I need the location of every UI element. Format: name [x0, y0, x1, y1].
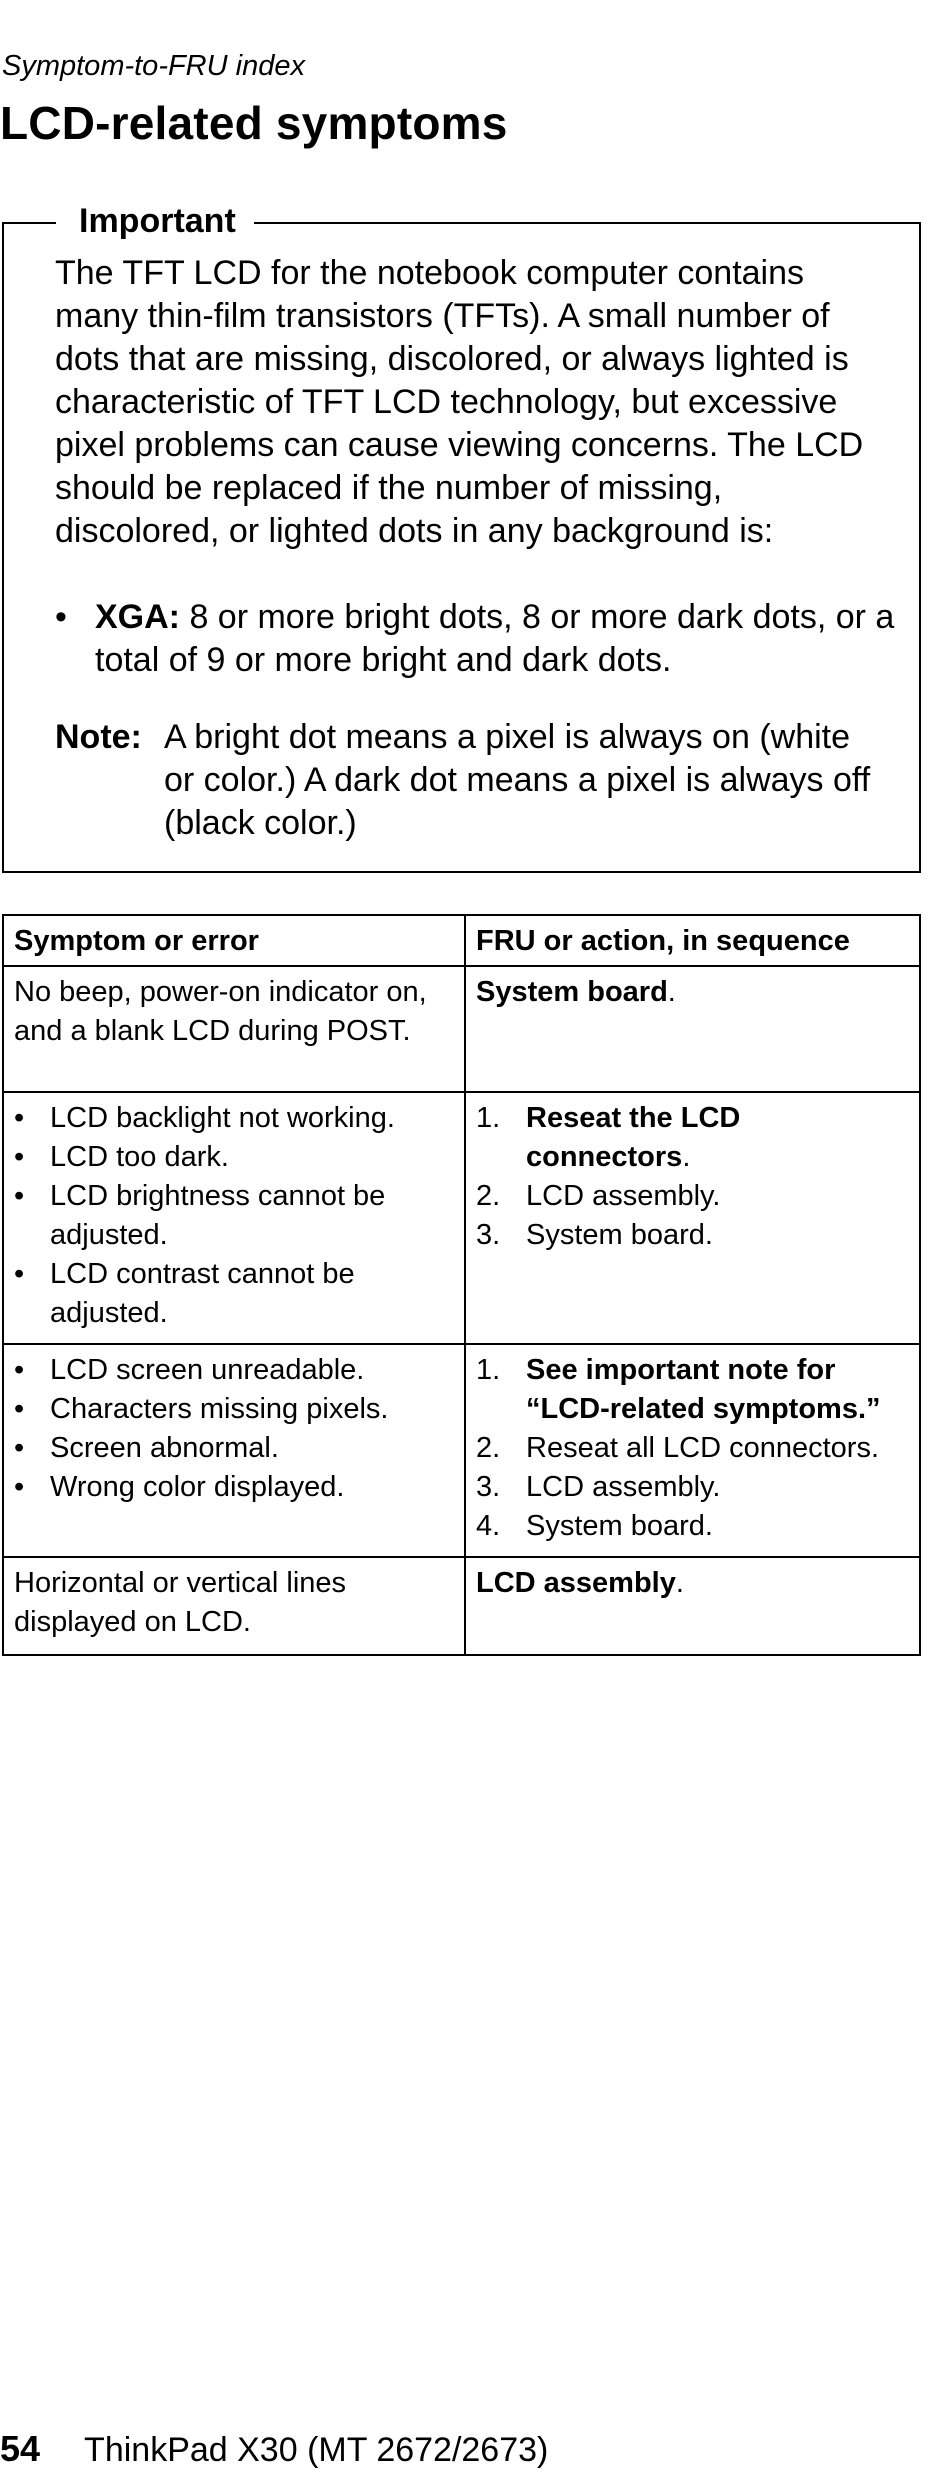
- step-text: LCD assembly.: [526, 1180, 721, 1212]
- symptom-text: LCD screen unreadable.: [50, 1354, 365, 1386]
- step-text: LCD assembly.: [526, 1471, 721, 1503]
- xga-label: XGA:: [95, 598, 180, 636]
- page-footer: [0, 2428, 548, 2470]
- bullet-marker: •: [14, 1258, 25, 1290]
- important-label: Important: [73, 202, 242, 241]
- list-item: [14, 1429, 454, 1468]
- note-text: A bright dot means a pixel is always on (white or color.) A dark dot means a pixel is always off (black color.): [164, 718, 871, 842]
- action-cell: [465, 966, 920, 1092]
- bullet-marker: •: [14, 1354, 25, 1386]
- step-text: System board.: [526, 1510, 713, 1542]
- list-item: [476, 1351, 909, 1429]
- step-number: 3.: [476, 1219, 501, 1251]
- symptom-text: LCD brightness cannot be adjusted.: [50, 1180, 386, 1251]
- action-steps: [476, 1351, 909, 1546]
- note-label: Note:: [55, 718, 142, 756]
- step-number: 3.: [476, 1471, 501, 1503]
- symptom-text: LCD too dark.: [50, 1141, 229, 1173]
- step-number: 2.: [476, 1180, 501, 1212]
- symptom-cell: No beep, power-on indicator on, and a blank LCD during POST.: [3, 966, 465, 1092]
- list-item: [14, 1390, 454, 1429]
- symptom-text: LCD backlight not working.: [50, 1102, 395, 1134]
- symptom-table: [2, 914, 921, 1656]
- page-title: LCD-related symptoms: [0, 97, 508, 149]
- important-text: The TFT LCD for the notebook computer contains many thin-film transistors (TFTs). A small number of dots that are missing, discolored, or always lighted is characteristic of TFT LCD technology, but excessive pixel problems can cause viewing concerns. The LCD should be replaced if the number of missing, discolored, or lighted dots in any background is:: [55, 254, 864, 550]
- bullet-marker: •: [14, 1102, 25, 1134]
- list-item: [14, 1177, 454, 1255]
- symptom-cell: [3, 1344, 465, 1557]
- step-bold: Reseat the LCD connectors: [526, 1102, 741, 1173]
- step-text: Reseat all LCD connectors.: [526, 1432, 879, 1464]
- action-steps: [476, 1099, 909, 1255]
- table-row: [3, 1092, 920, 1344]
- bullet-marker: •: [14, 1180, 25, 1212]
- important-box-top-rule-right: [254, 222, 921, 224]
- symptom-text: Characters missing pixels.: [50, 1393, 389, 1425]
- list-item: [14, 1138, 454, 1177]
- xga-criteria: 8 or more bright dots, 8 or more dark dots, or a total of 9 or more bright and dark dots.: [95, 598, 895, 679]
- table-row: [3, 966, 920, 1092]
- action-tail: .: [675, 1567, 684, 1599]
- list-item: [14, 1351, 454, 1390]
- list-item: [476, 1468, 909, 1507]
- important-box: [2, 202, 921, 873]
- symptom-text: LCD contrast cannot be adjusted.: [50, 1258, 355, 1329]
- list-item: [476, 1429, 909, 1468]
- symptom-list: [14, 1351, 454, 1507]
- header-symptom: Symptom or error: [3, 915, 465, 966]
- section-breadcrumb: Symptom-to-FRU index: [2, 50, 305, 82]
- bullet-marker: •: [14, 1393, 25, 1425]
- action-cell: [465, 1557, 920, 1655]
- list-item: [476, 1216, 909, 1255]
- bullet-marker: •: [14, 1141, 25, 1173]
- bullet-marker: •: [14, 1471, 25, 1503]
- symptom-text: Screen abnormal.: [50, 1432, 279, 1464]
- symptom-text: Wrong color displayed.: [50, 1471, 345, 1503]
- important-bullet-text: [95, 596, 915, 682]
- list-item: [476, 1507, 909, 1546]
- step-number: 2.: [476, 1432, 501, 1464]
- action-tail: .: [667, 976, 676, 1008]
- action-bold: LCD assembly: [476, 1567, 676, 1599]
- symptom-cell: [3, 1092, 465, 1344]
- action-cell: [465, 1092, 920, 1344]
- list-item: [476, 1177, 909, 1216]
- action-bold: System board: [476, 976, 668, 1008]
- step-number: 1.: [476, 1354, 501, 1386]
- action-cell: [465, 1344, 920, 1557]
- table-header-row: [3, 915, 920, 966]
- step-number: 1.: [476, 1102, 501, 1134]
- step-bold: See important note for “LCD-related symptoms.”: [526, 1354, 881, 1425]
- list-item: [14, 1099, 454, 1138]
- symptom-cell: Horizontal or vertical lines displayed on LCD.: [3, 1557, 465, 1655]
- bullet-marker: •: [55, 598, 67, 636]
- important-box-top-rule-left: [4, 222, 56, 224]
- step-text: System board.: [526, 1219, 713, 1251]
- symptom-list: [14, 1099, 454, 1333]
- table-row: [3, 1344, 920, 1557]
- header-action: FRU or action, in sequence: [465, 915, 920, 966]
- step-number: 4.: [476, 1510, 501, 1542]
- list-item: [14, 1468, 454, 1507]
- list-item: [476, 1099, 909, 1177]
- footer-title: ThinkPad X30 (MT 2672/2673): [84, 2431, 549, 2469]
- step-tail: .: [682, 1141, 691, 1173]
- table-row: [3, 1557, 920, 1655]
- page-number: 54: [0, 2428, 41, 2469]
- list-item: [14, 1255, 454, 1333]
- bullet-marker: •: [14, 1432, 25, 1464]
